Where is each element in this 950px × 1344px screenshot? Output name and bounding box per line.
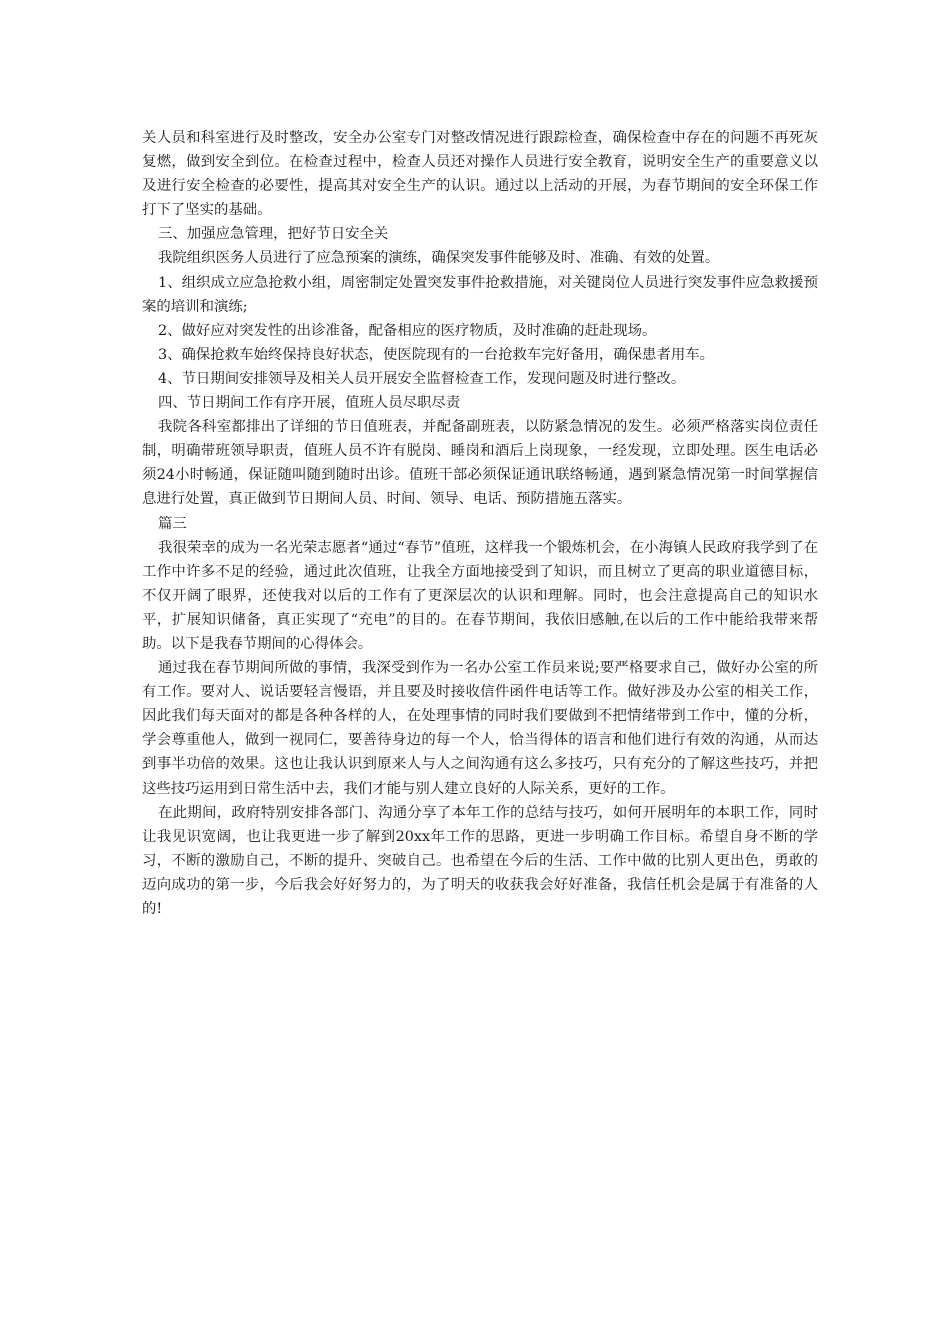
part-three-paragraph-2: 通过我在春节期间所做的事情，我深受到作为一名办公室工作员来说;要严格要求自己，做好办公室的所有工作。要对人、说话要轻言慢语，并且要及时接收信件函件电话等工作。做好涉及办公室的相关工作，因此我们每天面对的都是各种各样的人，在处理事情的同时我们要做到不把情绪带到工作中，懂的分析，学会尊重他人，做到一视同仁，要善待身边的每一个人，恰当得体的语言和他们进行有效的沟通，从而达到事半功倍的效果。这也让我认识到原来人与人之间沟通有这么多技巧，只有充分的了解这些技巧，并把这些技巧运用到日常生活中去，我们才能与别人建立良好的人际关系，更好的工作。 [142, 660, 818, 797]
section-3-item-3: 3、确保抢救车始终保持良好状态，使医院现有的一台抢救车完好备用，确保患者用车。 [158, 346, 715, 363]
section-4-body: 我院各科室都排出了详细的节日值班表，并配备副班表，以防紧急情况的发生。必须严格落实岗位责任制，明确带班领导职责，值班人员不许有脱岗、睡岗和酒后上岗现象，一经发现，立即处理。医生电话必须24小时畅通，保证随叫随到随时出诊。值班干部必须保证通讯联络畅通，遇到紧急情况第一时间掌握信息进行处置，真正做到节日期间人员、时间、领导、电话、预防措施五落实。 [142, 419, 818, 508]
document-page [142, 126, 818, 921]
part-three-paragraph-1: 我很荣幸的成为一名光荣志愿者“通过“春节”值班，这样我一个锻炼机会，在小海镇人民政府我学到了在工作中许多不足的经验，通过此次值班，让我全方面地接受到了知识，而且树立了更高的职业道德目标，不仅开阔了眼界，还使我对以后的工作有了更深层次的认识和理解。同时，也会注意提高自己的知识水平，扩展知识储备，真正实现了“充电”的目的。在春节期间，我依旧感触,在以后的工作中能给我带来帮助。以下是我春节期间的心得体会。 [142, 539, 818, 652]
section-3-item-4: 4、节日期间安排领导及相关人员开展安全监督检查工作，发现问题及时进行整改。 [158, 370, 686, 387]
part-three-heading: 篇三 [158, 515, 187, 532]
section-4-heading: 四、节日期间工作有序开展，值班人员尽职尽责 [158, 395, 461, 412]
section-3-item-2: 2、做好应对突发性的出诊准备，配备相应的医疗物质，及时准确的赶赴现场。 [158, 322, 657, 339]
section-3-intro: 我院组织医务人员进行了应急预案的演练，确保突发事件能够及时、准确、有效的处置。 [158, 250, 720, 267]
continuation-paragraph: 关人员和科室进行及时整改，安全办公室专门对整改情况进行跟踪检查，确保检查中存在的问题不再死灰复燃，做到安全到位。在检查过程中，检查人员还对操作人员进行安全教育，说明安全生产的重要意义以及进行安全检查的必要性，提高其对安全生产的认识。通过以上活动的开展，为春节期间的安全环保工作打下了坚实的基础。 [142, 130, 818, 219]
section-3-item-1: 1、组织成立应急抢救小组，周密制定处置突发事件抢救措施，对关键岗位人员进行突发事件应急救援预案的培训和演练; [142, 274, 818, 315]
section-3-heading: 三、加强应急管理，把好节日安全关 [158, 226, 389, 243]
part-three-paragraph-3: 在此期间，政府特别安排各部门、沟通分享了本年工作的总结与技巧，如何开展明年的本职工作，同时让我见识宽阔，也让我更进一步了解到20xx年工作的思路，更进一步明确工作目标。希望自身不断的学习，不断的激励自己，不断的提升、突破自己。也希望在今后的生活、工作中做的比别人更出色，勇敢的迈向成功的第一步，今后我会好好努力的，为了明天的收获我会好好准备，我信任机会是属于有准备的人的! [142, 804, 818, 917]
